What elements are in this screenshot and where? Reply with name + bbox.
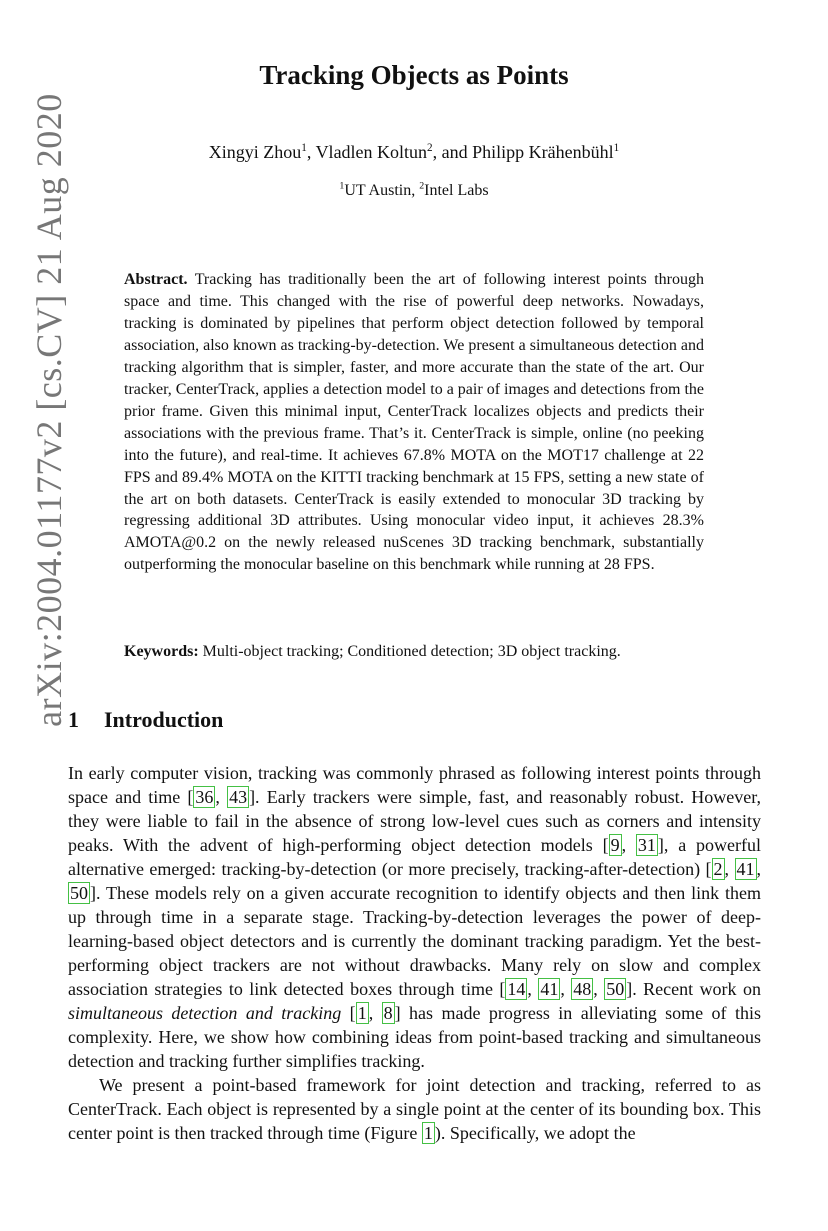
citation-link[interactable]: 36 — [195, 787, 214, 807]
section-number: 1 — [68, 707, 79, 732]
citation-link[interactable]: 14 — [507, 979, 526, 999]
paper-title: Tracking Objects as Points — [259, 60, 569, 90]
affil-mark: 2 — [419, 180, 425, 192]
citation-link[interactable]: 31 — [637, 835, 656, 855]
text-run: ). Specifically, we adopt the — [434, 1123, 636, 1143]
arxiv-stamp-text: arXiv:2004.01177v2 [cs.CV] 21 Aug 2020 — [29, 93, 69, 727]
abstract-text: Tracking has traditionally been the art of following interest points through space and time. This changed with the rise of powerful deep networks. Nowadays, tracking is dominated by pipelines that perform object detection followed by temporal association, also known as tracking-by-detection. We present a simultaneous detection and tracking algorithm that is simpler, faster, and more accurate than the state of the art. Our tracker, CenterTrack, applies a detection model to a pair of images and detections from the prior frame. Given this minimal input, CenterTrack localizes objects and predicts their associations with the previous frame. That’s it. CenterTrack is simple, online (no peeking into the future), and real-time. It achieves 67.8% MOTA on the MOT17 challenge at 22 FPS and 89.4% MOTA on the KITTI tracking benchmark at 15 FPS, setting a new state of the art on both datasets. CenterTrack is easily extended to monocular 3D tracking by regressing additional 3D attributes. Using monocular video input, it achieves 28.3% AMOTA@0.2 on the newly released nuScenes 3D tracking benchmark, substantially outperforming the monocular baseline on this benchmark while running at 28 FPS. — [124, 271, 704, 574]
body-text — [68, 761, 761, 1145]
citation-link[interactable]: 50 — [70, 883, 88, 903]
abstract-label: Abstract. — [124, 271, 188, 288]
section-heading — [68, 707, 223, 733]
text-run: ] has made progress in alleviating some of this complexity. Here, we show how combining ideas from point-based tracking and simultaneous detection and tracking further simplifies tracking. — [68, 1003, 761, 1071]
citation-link[interactable]: 2 — [713, 859, 723, 879]
citation-link[interactable]: 50 — [606, 979, 625, 999]
text-run: ], a powerful alternative emerged: tracking-by-detection (or more precisely, tracking-after-detection) [ — [68, 835, 761, 879]
paragraph: In early computer vision, tracking was commonly phrased as following interest points through space and time [ 36 , 43 ]. Early trackers were simple, fast, and reasonably robust. However, they were liable to fail in the absence of strong low-level cues such as corners and intensity peaks. With the advent of high-performing object detection models [ 9 , 31 ], a powerful alternative emerged: tracking-by-detection (or more precisely, tracking-after-detection) [ 2 , 41 , 50 ]. These models rely on a given accurate recognition to identify objects and then link them up through time in a separate stage. Tracking-by-detection leverages the power of deep-learning-based object detectors and is currently the dominant tracking paradigm. Yet the best-performing object trackers are not without drawbacks. Many rely on slow and complex association strategies to link detected boxes through time [ 14 , 41 , 48 , 50 ]. Recent work on simultaneous detection and tracking [ 1 , 8 ] has made progress in alleviating some of this complexity. Here, we show how combining ideas from point-based tracking and simultaneous detection and tracking further simplifies tracking. — [68, 763, 762, 1071]
citation-link[interactable]: 8 — [383, 1003, 393, 1023]
text-run: In early computer vision, tracking was commonly phrased as following interest points through space and time [ — [68, 763, 761, 807]
figure-link[interactable]: 1 — [423, 1123, 433, 1143]
author-name: Philipp Krähenbühl — [472, 142, 614, 162]
author-affil-mark: 1 — [301, 142, 307, 154]
citation-link[interactable]: 1 — [357, 1003, 367, 1023]
citation-link[interactable]: 9 — [610, 835, 620, 855]
affiliations: $^1$UT Austin, $^2$Intel Labs — [339, 180, 489, 199]
citation-link[interactable]: 41 — [736, 859, 755, 879]
author-list: Xingyi Zhou$^1$, Vladlen Koltun$^2$, and Philipp Krähenbühl$^1$ — [208, 142, 620, 162]
abstract — [124, 269, 704, 576]
keywords-text: Multi-object tracking; Conditioned detection; 3D object tracking. — [202, 643, 621, 660]
affil-mark: 1 — [339, 180, 345, 192]
author-name: Vladlen Koltun — [315, 142, 428, 162]
citation-link[interactable]: 43 — [229, 787, 248, 807]
section-title: Introduction — [104, 707, 224, 732]
text-run: ]. Recent work on — [626, 979, 761, 999]
author-affil-mark: 1 — [613, 142, 620, 154]
affil-name: UT Austin — [344, 182, 412, 199]
author-name: Xingyi Zhou — [208, 142, 302, 162]
arxiv-stamp — [30, 60, 68, 760]
paragraph — [68, 1073, 761, 1145]
text-run: We present a point-based framework for joint detection and tracking, referred to as CenterTrack. Each object is represented by a single point at the center of its bounding box. This center point is then tracked through time (Figure — [68, 1075, 761, 1143]
text-run: ]. Early trackers were simple, fast, and reasonably robust. However, they were liable to fail in the absence of strong low-level cues such as corners and intensity peaks. With the advent of high-performing object detection models [ — [68, 787, 762, 855]
affil-name: Intel Labs — [424, 182, 489, 199]
emphasis: simultaneous detection and tracking — [68, 1003, 342, 1023]
author-affil-mark: 2 — [427, 142, 433, 154]
keywords — [124, 643, 704, 661]
citation-link[interactable]: 48 — [573, 979, 592, 999]
citation-link[interactable]: 41 — [540, 979, 559, 999]
keywords-label: Keywords: — [124, 643, 199, 660]
text-run: [ — [341, 1003, 356, 1023]
text-run: ]. These models rely on a given accurate recognition to identify objects and then link them up through time in a separate stage. Tracking-by-detection leverages the power of deep-learning-based object detectors and is currently the dominant tracking paradigm. Yet the best-performing object trackers are not without drawbacks. Many rely on slow and complex association strategies to link detected boxes through time [ — [68, 883, 761, 999]
